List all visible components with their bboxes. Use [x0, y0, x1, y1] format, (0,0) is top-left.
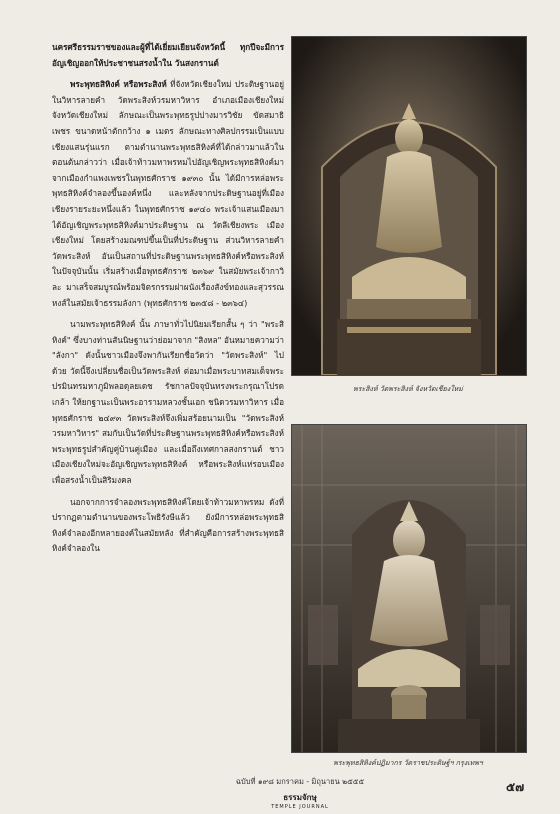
article-paragraph-3 — [52, 317, 284, 489]
buddha-photo-wat-ratchapradit — [291, 424, 527, 753]
paragraph-text: นอกจากการจำลองพระพุทธสิหิงค์โดยเจ้าท้าวมหาพรหม ดังที่ปรากฏตามตำนานของพระโพธิรังษีแล้ว ยังมีการหล่อพระพุทธสิหิงค์จำลองอีกหลายองค์ในสมัยหลัง ที่สำคัญคือการสร้างพระพุทธสิหิงค์จำลองใน — [52, 496, 284, 554]
buddha-statue-image — [292, 37, 526, 375]
brand-name: ธรรมจักษุ — [283, 793, 317, 802]
buddha-statue-image — [292, 425, 526, 752]
photo2-caption: พระพุทธสิหิงค์ปฏิมากร วัดราชประดิษฐ์ฯ กรุงเทพฯ — [333, 759, 483, 767]
photo1-caption: พระสิงห์ วัดพระสิงห์ จังหวัดเชียงใหม่ — [353, 385, 463, 393]
paragraph-text: นครศรีธรรมราชของและผู้ที่ได้เยี่ยมเยียนจังหวัดนี้ ทุกปีจะมีการอัญเชิญออกให้ประชาชนสรงน้ำใน วันสงกรานต์ — [52, 42, 284, 68]
page-number: ๕๗ — [506, 780, 525, 794]
buddha-photo-wat-phra-singh — [291, 36, 527, 376]
paragraph-lead: พระพุทธสิหิงค์ หรือพระสิงห์ — [70, 79, 167, 90]
article-column — [52, 40, 284, 745]
brand-subtitle: TEMPLE JOURNAL — [271, 804, 329, 810]
article-paragraph-1 — [52, 40, 284, 71]
paragraph-text: นามพระพุทธสิหิงค์ นั้น ภาษาทั่วไปนิยมเรียกสั้น ๆ ว่า "พระสิหิงค์" ซึ่งบางท่านสันนิษฐานว่าย่อมาจาก "สิงหล" อันหมายความว่า "ลังกา" ดังนั้นชาวเมืองจึงพากันเรียกชื่อวัดว่า "วัดพระสิงห์" ไปด้วย วัดนี้จึงเปลี่ยนชื่อเป็นวัดพระสิงห์ ต่อมาเมื่อพระบาทสมเด็จพระปรมินทรมหาภูมิพลอดุลยเดช รัชกาลปัจจุบันทรงพระกรุณาโปรดเกล้า ให้ยกฐานะเป็นพระอารามหลวงชั้นเอก ชนิดวรมหาวิหาร เมื่อพุทธศักราช ๒๔๙๓ วัดพระสิงห์จึงเพิ่มสร้อยนามเป็น "วัดพระสิงห์ วรมหาวิหาร" สมกับเป็นวัดที่ประดิษฐานพระพุทธสิหิงค์หรือพระสิงห์ พระพุทธรูปสำคัญคู่บ้านคู่เมือง และเมื่อถึงเทศกาลสงกรานต์ ชาวเมืองเชียงใหม่จะอัญเชิญพระพุทธสิหิงค์ หรือพระสิงห์แห่รอบเมืองเพื่อสรงน้ำเป็นสิริมงคล — [52, 319, 284, 486]
article-paragraph-2 — [52, 77, 284, 311]
paragraph-text: ที่จังหวัดเชียงใหม่ ประดิษฐานอยู่ในวิหารลายคำ วัดพระสิงห์วรมหาวิหาร อำเภอเมืองเชียงใหม่ จังหวัดเชียงใหม่ ลักษณะเป็นพระพุทธรูปปางมารวิชัย ขัดสมาธิเพชร ขนาดหน้าตักกว้าง ๑ เมตร ลักษณะทางศิลปกรรมเป็นแบบเชียงแสนรุ่นแรก ตามตำนานพระพุทธสิหิงค์ที่ได้กล่าวมาแล้วในตอนต้นกล่าวว่า เมื่อเจ้าท้าวมหาพรหมไปอัญเชิญพระพุทธสิหิงค์มาจากเมืองกำแพงเพชรในพุทธศักราช ๑๙๓๐ นั้น ได้มีการหล่อพระพุทธสิหิงค์จำลองขึ้นองค์หนึ่ง และหลังจากประดิษฐานอยู่ที่เมืองเชียงรายระยะหนึ่งแล้ว ในพุทธศักราช ๑๙๔๐ พระเจ้าแสนเมืองมาได้อัญเชิญพระพุทธสิหิงค์มาประดิษฐาน ณ วัดลีเชียงพระ เมืองเชียงใหม่ โดยสร้างมณฑปขึ้นเป็นที่ประดิษฐาน ส่วนวิหารลายคำวัดพระสิงห์ อันเป็นสถานที่ประดิษฐานพระพุทธสิหิงค์หรือพระสิงห์ ในปัจจุบันนั้น เริ่มสร้างเมื่อพุทธศักราช ๒๓๖๙ ในสมัยพระเจ้ากาวิละ มาเสร็จสมบูรณ์พร้อมจิตรกรรมฝาผนังเรื่องสังข์ทองและสุวรรณหงส์ในสมัยเจ้าธรรมลังกา (พุทธศักราช ๒๓๕๘ - ๒๓๖๔) — [52, 79, 284, 308]
magazine-brand — [230, 791, 370, 810]
article-paragraph-4 — [52, 495, 284, 557]
issue-info: ฉบับที่ ๑๙๘ มกราคม - มิถุนายน ๒๕๕๕ — [235, 777, 365, 786]
